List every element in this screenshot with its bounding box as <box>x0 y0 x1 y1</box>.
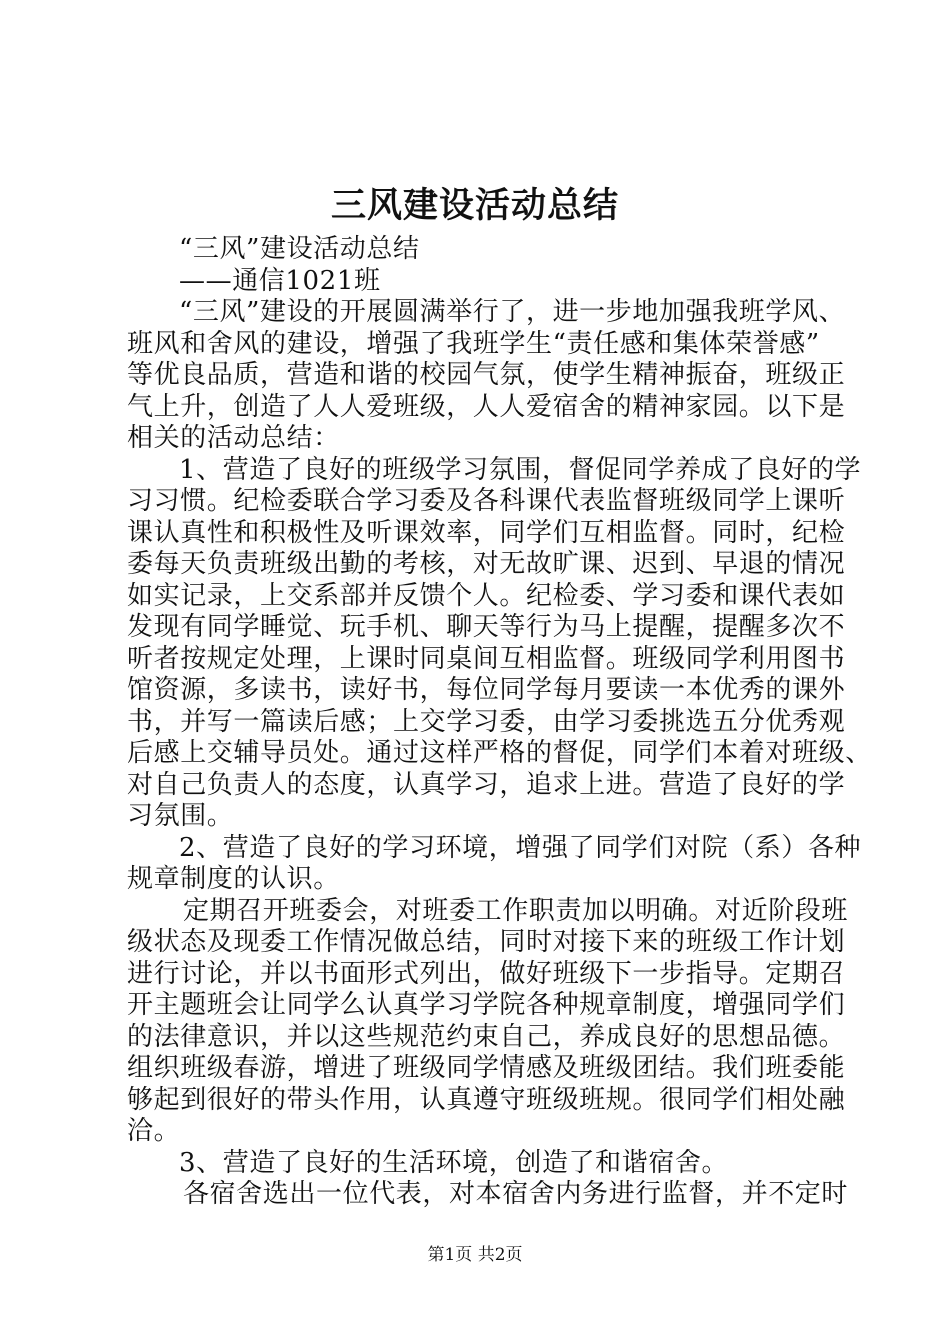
text-line: 各宿舍选出一位代表，对本宿舍内务进行监督，并不定时 <box>183 1179 849 1209</box>
text-line: 等优良品质，营造和谐的校园气氛，使学生精神振奋，班级正 <box>127 360 846 390</box>
text-line: 组织班级春游，增进了班级同学情感及班级团结。我们班委能 <box>127 1053 846 1083</box>
document-title: 三风建设活动总结 <box>330 185 619 226</box>
text-line: 3、营造了良好的生活环境，创造了和谐宿舍。 <box>179 1147 729 1178</box>
document-body <box>127 234 872 1211</box>
text-line: 洽。 <box>127 1116 181 1146</box>
text-line: 相关的活动总结： <box>127 423 340 453</box>
text-line: 开主题班会让同学么认真学习学院各种规章制度，增强同学们 <box>127 990 846 1020</box>
text-line: 2、营造了良好的学习环境，增强了同学们对院（系）各种 <box>179 832 862 863</box>
text-line: 的法律意识，并以这些规范约束自己，养成良好的思想品德。 <box>127 1021 846 1052</box>
text-line: 级状态及现委工作情况做总结，同时对接下来的班级工作计划 <box>127 927 846 957</box>
text-line: 习习惯。纪检委联合学习委及各科课代表监督班级同学上课听 <box>127 486 846 516</box>
page-footer: 第1页 共2页 <box>427 1245 523 1265</box>
text-line: 馆资源，多读书，读好书，每位同学每月要读一本优秀的课外 <box>127 675 846 705</box>
text-line: 习氛围。 <box>127 801 234 831</box>
text-line: 定期召开班委会，对班委工作职责加以明确。对近阶段班 <box>183 895 849 926</box>
text-line: 后感上交辅导员处。通过这样严格的督促，同学们本着对班级、 <box>127 738 872 768</box>
text-line: 规章制度的认识。 <box>127 864 340 894</box>
text-line: 课认真性和积极性及听课效率，同学们互相监督。同时，纪检 <box>127 517 846 548</box>
text-line: 够起到很好的带头作用，认真遵守班级班规。很同学们相处融 <box>127 1084 846 1115</box>
text-line: 发现有同学睡觉、玩手机、聊天等行为马上提醒，提醒多次不 <box>127 612 846 642</box>
text-line: 听者按规定处理，上课时同桌间互相监督。班级同学利用图书 <box>127 643 846 674</box>
text-line: ——通信1021班 <box>179 265 381 296</box>
text-line: 如实记录，上交系部并反馈个人。纪检委、学习委和课代表如 <box>127 580 846 611</box>
text-line: “三风”建设活动总结 <box>179 234 420 264</box>
text-line: 委每天负责班级出勤的考核，对无故旷课、迟到、早退的情况 <box>127 549 846 579</box>
text-line: 1、营造了良好的班级学习氛围，督促同学养成了良好的学 <box>179 454 862 485</box>
text-line: 进行讨论，并以书面形式列出，做好班级下一步指导。定期召 <box>127 958 846 989</box>
text-line: 气上升，创造了人人爱班级，人人爱宿舍的精神家园。以下是 <box>127 391 846 422</box>
text-line: 班风和舍风的建设，增强了我班学生“责任感和集体荣誉感” <box>127 328 820 359</box>
text-line: 对自己负责人的态度，认真学习，追求上进。营造了良好的学 <box>127 769 846 800</box>
text-line: 书，并写一篇读后感；上交学习委，由学习委挑选五分优秀观 <box>127 706 846 737</box>
text-line: “三风”建设的开展圆满举行了，进一步地加强我班学风、 <box>179 297 846 327</box>
